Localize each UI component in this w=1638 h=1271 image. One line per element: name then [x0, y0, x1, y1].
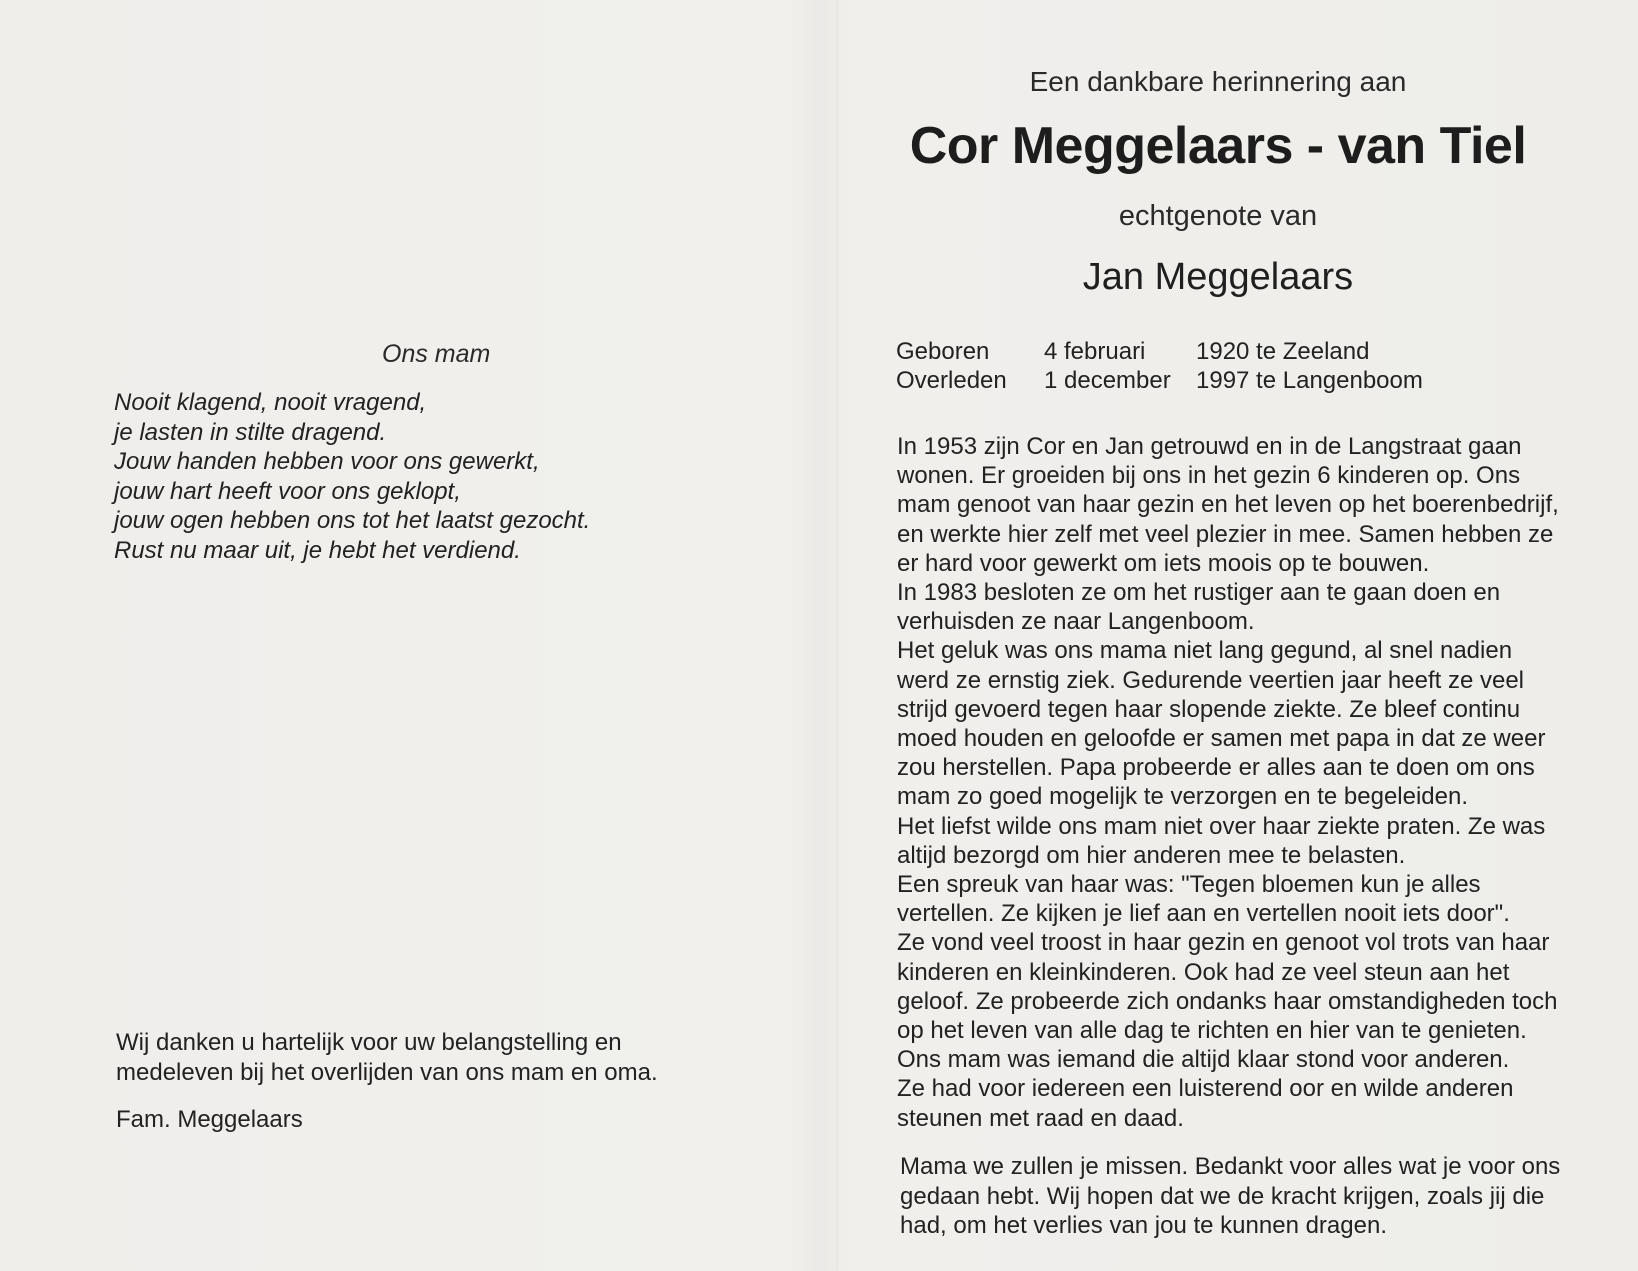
biography	[897, 432, 1597, 1133]
thanks-line: medeleven bij het overlijden van ons mam en oma.	[116, 1059, 658, 1086]
intro-line: Een dankbare herinnering aan	[1029, 66, 1407, 97]
poem	[114, 388, 734, 565]
poem-line: Rust nu maar uit, je hebt het verdiend.	[114, 536, 521, 564]
bio-line: strijd gevoerd tegen haar slopende ziekte. Ze bleef continu	[897, 695, 1521, 723]
bio-line: Het geluk was ons mama niet lang gegund, al snel nadien	[897, 637, 1513, 665]
poem-line: je lasten in stilte dragend.	[114, 418, 387, 446]
death-label: Overleden	[896, 367, 1007, 394]
bio-line: werd ze ernstig ziek. Gedurende veertien jaar heeft ze veel	[897, 666, 1525, 694]
right-page	[838, 0, 1638, 1271]
birth-date: 4 februari	[1044, 338, 1146, 365]
bio-line: en werkte hier zelf met veel plezier in mee. Samen hebben ze	[897, 520, 1554, 548]
bio-line: steunen met raad en daad.	[897, 1104, 1184, 1132]
closing-line: Mama we zullen je missen. Bedankt voor alles wat je voor ons	[900, 1153, 1561, 1180]
bio-line: mam genoot van haar gezin en het leven op het boerenbedrijf,	[897, 491, 1559, 519]
thanks-line: Wij danken u hartelijk voor uw belangstelling en	[116, 1029, 622, 1056]
closing-paragraph	[900, 1152, 1600, 1241]
bio-line: kinderen en kleinkinderen. Ook had ze veel steun aan het	[897, 958, 1510, 986]
birth-year-place: 1920 te Zeeland	[1196, 338, 1370, 365]
death-row	[896, 367, 1456, 396]
bio-line: Ze had voor iedereen een luisterend oor en wilde anderen	[897, 1075, 1514, 1103]
bio-line: In 1983 besloten ze om het rustiger aan te gaan doen en	[897, 579, 1501, 607]
bio-line: In 1953 zijn Cor en Jan getrouwd en in de Langstraat gaan	[897, 433, 1522, 460]
poem-title: Ons mam	[382, 340, 491, 368]
birth-label: Geboren	[896, 338, 990, 365]
spouse-name: Jan Meggelaars	[1082, 256, 1354, 298]
spouse-label: echtgenote van	[1118, 200, 1318, 232]
death-year-place: 1997 te Langenboom	[1196, 367, 1423, 394]
deceased-name: Cor Meggelaars - van Tiel	[909, 117, 1527, 175]
bio-line: wonen. Er groeiden bij ons in het gezin 6 kinderen op. Ons	[897, 462, 1521, 490]
bio-line: Ons mam was iemand die altijd klaar stond voor anderen.	[897, 1046, 1510, 1074]
poem-line: Jouw handen hebben voor ons gewerkt,	[114, 448, 540, 475]
closing-line: had, om het verlies van jou te kunnen dragen.	[900, 1212, 1387, 1239]
closing-line: gedaan hebt. Wij hopen dat we de kracht krijgen, zoals jij die	[900, 1182, 1545, 1210]
bio-line: zou herstellen. Papa probeerde er alles aan te doen om ons	[897, 754, 1535, 782]
bio-line: Ze vond veel troost in haar gezin en genoot vol trots van haar	[897, 929, 1550, 957]
poem-line: Nooit klagend, nooit vragend,	[114, 389, 427, 416]
bio-line: moed houden en geloofde er samen met papa in dat ze weer	[897, 725, 1546, 753]
death-date: 1 december	[1044, 367, 1171, 394]
bio-line: op het leven van alle dag te richten en hier van te genieten.	[897, 1017, 1527, 1045]
bio-line: Het liefst wilde ons mam niet over haar ziekte praten. Ze was	[897, 812, 1546, 840]
poem-line: jouw hart heeft voor ons geklopt,	[114, 477, 461, 505]
thanks-note	[116, 1028, 716, 1088]
bio-line: vertellen. Ze kijken je lief aan en vertellen nooit iets door".	[897, 900, 1510, 928]
birth-row	[896, 338, 1456, 367]
bio-line: mam zo goed mogelijk te verzorgen en te begeleiden.	[897, 783, 1469, 811]
bio-line: er hard voor gewerkt om iets moois op te bouwen.	[897, 549, 1430, 577]
bio-line: altijd bezorgd om hier anderen mee te belasten.	[897, 841, 1406, 869]
family-signature: Fam. Meggelaars	[116, 1106, 303, 1133]
dates-block	[896, 338, 1456, 396]
poem-line: jouw ogen hebben ons tot het laatst gezocht.	[114, 507, 591, 534]
bio-line: verhuisden ze naar Langenboom.	[897, 608, 1255, 636]
bio-line: Een spreuk van haar was: "Tegen bloemen kun je alles	[897, 871, 1481, 899]
bio-line: geloof. Ze probeerde zich ondanks haar omstandigheden toch	[897, 987, 1558, 1015]
